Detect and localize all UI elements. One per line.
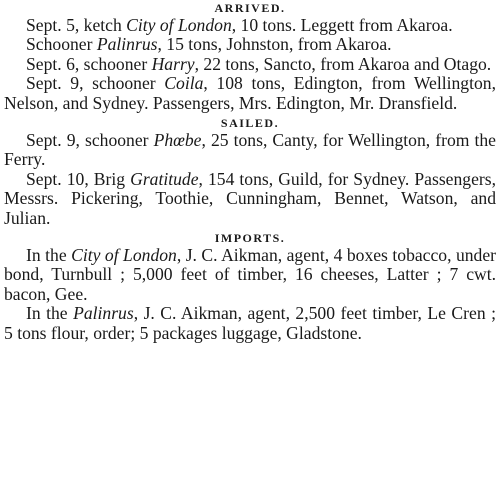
arrived-heading: ARRIVED. xyxy=(214,1,286,15)
sailed-heading: SAILED. xyxy=(220,116,280,131)
vessel-name: Phœbe xyxy=(153,130,202,151)
vessel-name: Coila xyxy=(164,73,204,94)
arrived-entry: Schooner Palinrus, 15 tons, Johnston, from Akaroa. xyxy=(26,34,392,55)
imports-entry: In the Palinrus, J. C. Aikman, agent, 2,500 feet timber, Le Cren ; 5 tons flour, order; 5 packages luggage, Gladstone. xyxy=(4,303,496,343)
arrived-entry: Sept. 6, schooner Harry, 22 tons, Sancto, from Akaroa and Otago. xyxy=(26,53,492,74)
vessel-name: Harry xyxy=(151,53,195,74)
sailed-entry: Sept. 10, Brig Gratitude, 154 tons, Guild, for Sydney. Passengers, Messrs. Pickering, Toothie, Cunningham, Bennet, Watson, and Julian. xyxy=(4,168,496,228)
vessel-name: Palinrus xyxy=(96,34,158,55)
vessel-name: City of London xyxy=(71,245,177,266)
vessel-name: Gratitude xyxy=(130,168,199,189)
imports-entry: In the City of London, J. C. Aikman, agent, 4 boxes tobacco, under bond, Turnbull ; 5,000 feet of timber, 16 cheeses, Latter ; 7 cwt. bacon, Gee. xyxy=(4,245,497,304)
arrived-entry: Sept. 5, ketch City of London, 10 tons. Leggett from Akaroa. xyxy=(26,15,453,35)
vessel-name: Palinrus xyxy=(73,303,134,324)
shipping-intelligence-column xyxy=(4,0,496,498)
imports-heading: IMPORTS. xyxy=(214,231,286,246)
arrived-entry: Sept. 9, schooner Coila, 108 tons, Edington, from Wellington, Nelson, and Sydney. Passengers, Mrs. Edington, Mr. Dransfield. xyxy=(4,73,496,113)
sailed-entry: Sept. 9, schooner Phœbe, 25 tons, Canty, for Wellington, from the Ferry. xyxy=(4,130,496,170)
vessel-name: City of London xyxy=(126,15,232,35)
